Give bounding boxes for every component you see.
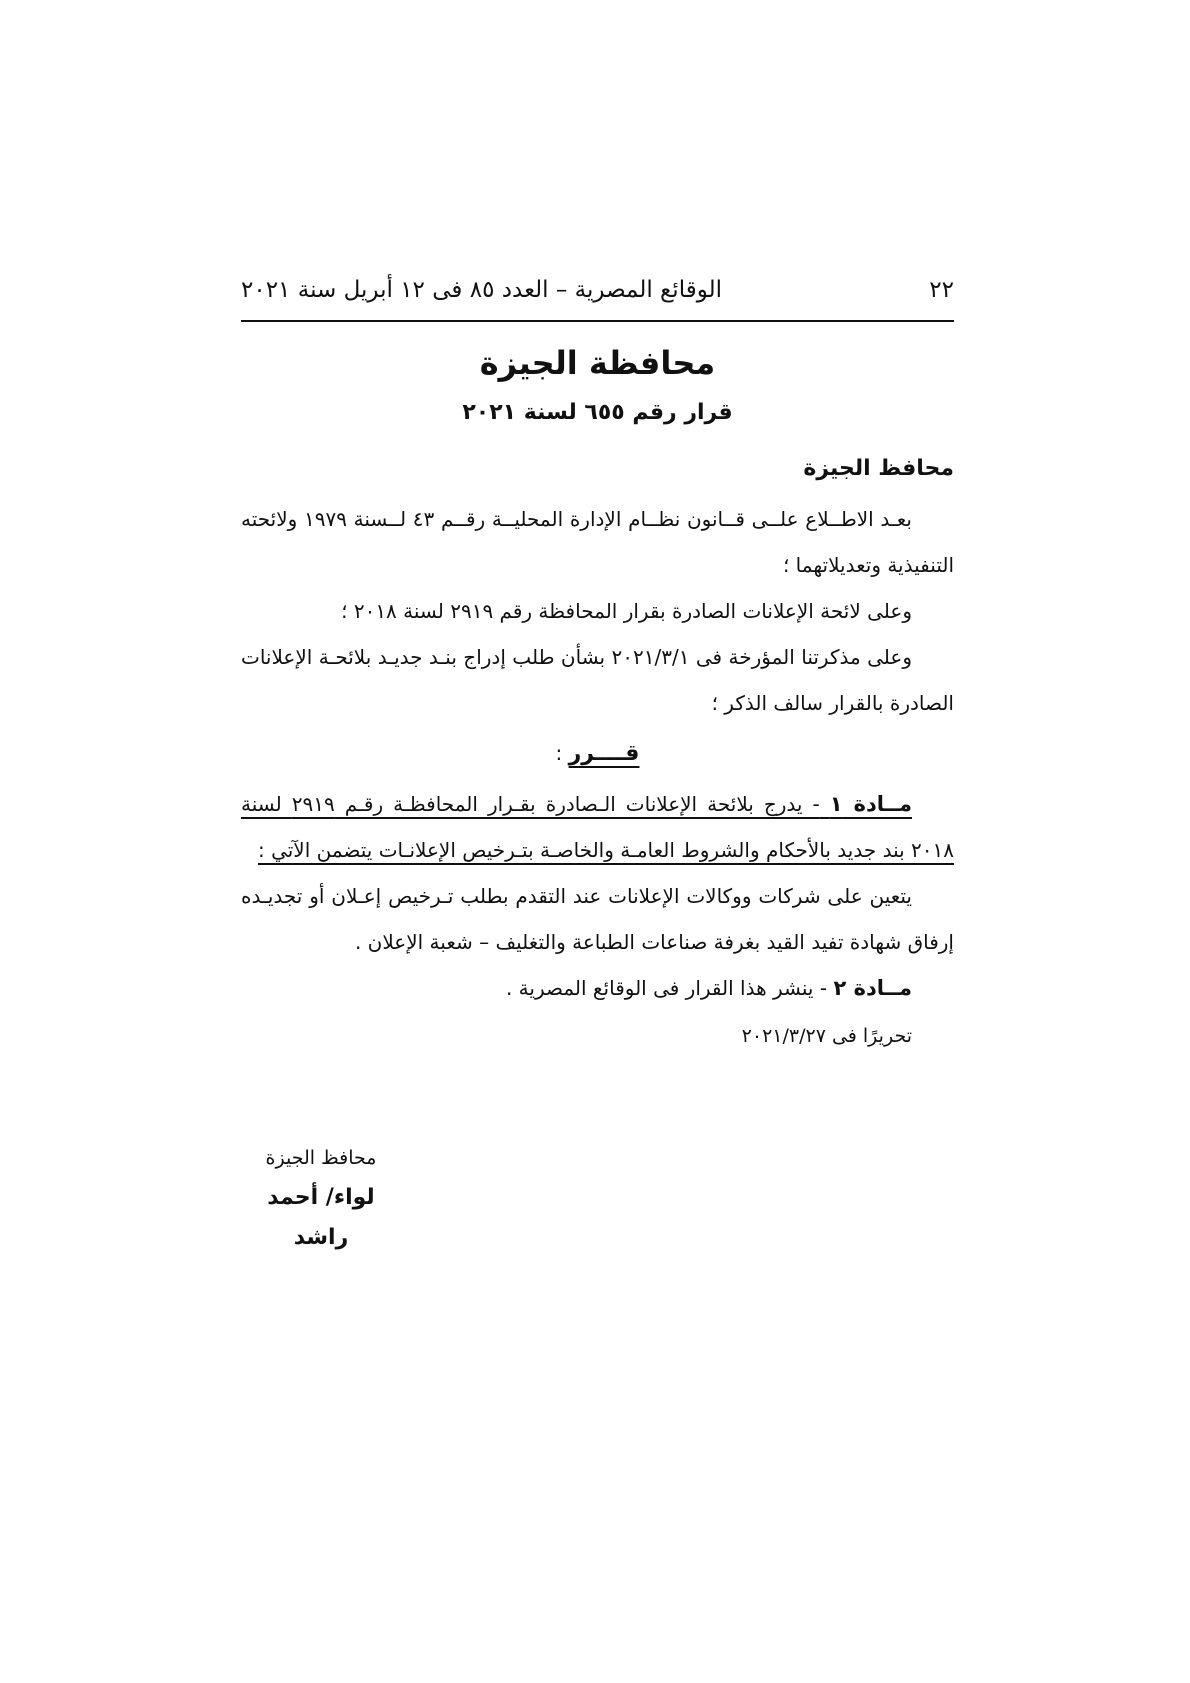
issuer-label: محافظ الجيزة	[803, 456, 954, 481]
article-2	[241, 965, 954, 1011]
document-title: محافظة الجيزة	[479, 344, 716, 382]
article-1-text: - يدرج بلائحة الإعلانات الـصادرة بقـرار المحافظـة رقـم ٢٩١٩ لسنة ٢٠١٨ بند جديد بالأحكام والشروط العامـة والخاصـة بتـرخيص الإعلانـات يتضمن الآتي :	[241, 792, 954, 862]
decided-colon: :	[555, 741, 563, 765]
decided-label: قــــرر	[568, 741, 640, 766]
preamble-paragraph: وعلى مذكرتنا المؤرخة فى ٢٠٢١/٣/١ بشأن طلب إدراج بنـد جديـد بلائحـة الإعلانات الصادرة بالقرار سالف الذكر ؛	[241, 645, 954, 715]
decree-number: قرار رقم ٦٥٥ لسنة ٢٠٢١	[462, 400, 733, 425]
decree-body	[241, 446, 954, 1059]
publication-line: الوقائع المصرية – العدد ٨٥ فى ١٢ أبريل سنة ٢٠٢١	[241, 277, 722, 303]
article-2-text: - ينشر هذا القرار فى الوقائع المصرية .	[505, 976, 828, 1000]
article-1	[241, 781, 954, 873]
preamble-paragraph: بعـد الاطــلاع علــى قــانون نظــام الإدارة المحليــة رقــم ٤٣ لــسنة ١٩٧٩ ولائحته التنفيذية وتعديلاتهما ؛	[241, 507, 954, 577]
page-number: ٢٢	[929, 277, 954, 303]
header-rule	[241, 320, 954, 322]
signature-name: لواء/ أحمد راشد	[267, 1185, 375, 1250]
signature-title: محافظ الجيزة	[265, 1147, 377, 1169]
page-header	[241, 272, 954, 308]
decided-heading	[241, 730, 954, 777]
article-1-body: يتعين على شركات ووكالات الإعلانات عند التقدم بطلب تـرخيص إعـلان أو تجديـده إرفاق شهادة تفيد القيد بغرفة صناعات الطباعة والتغليف – شعبة الإعلان .	[241, 884, 954, 954]
preamble-paragraph: وعلى لائحة الإعلانات الصادرة بقرار المحافظة رقم ٢٩١٩ لسنة ٢٠١٨ ؛	[341, 599, 912, 623]
signature-block	[241, 1138, 401, 1258]
article-2-label: مــادة ٢	[833, 976, 912, 1000]
article-1-label: مــادة ١	[829, 792, 912, 816]
date-line: تحريرًا فى ٢٠٢١/٣/٢٧	[741, 1025, 912, 1047]
